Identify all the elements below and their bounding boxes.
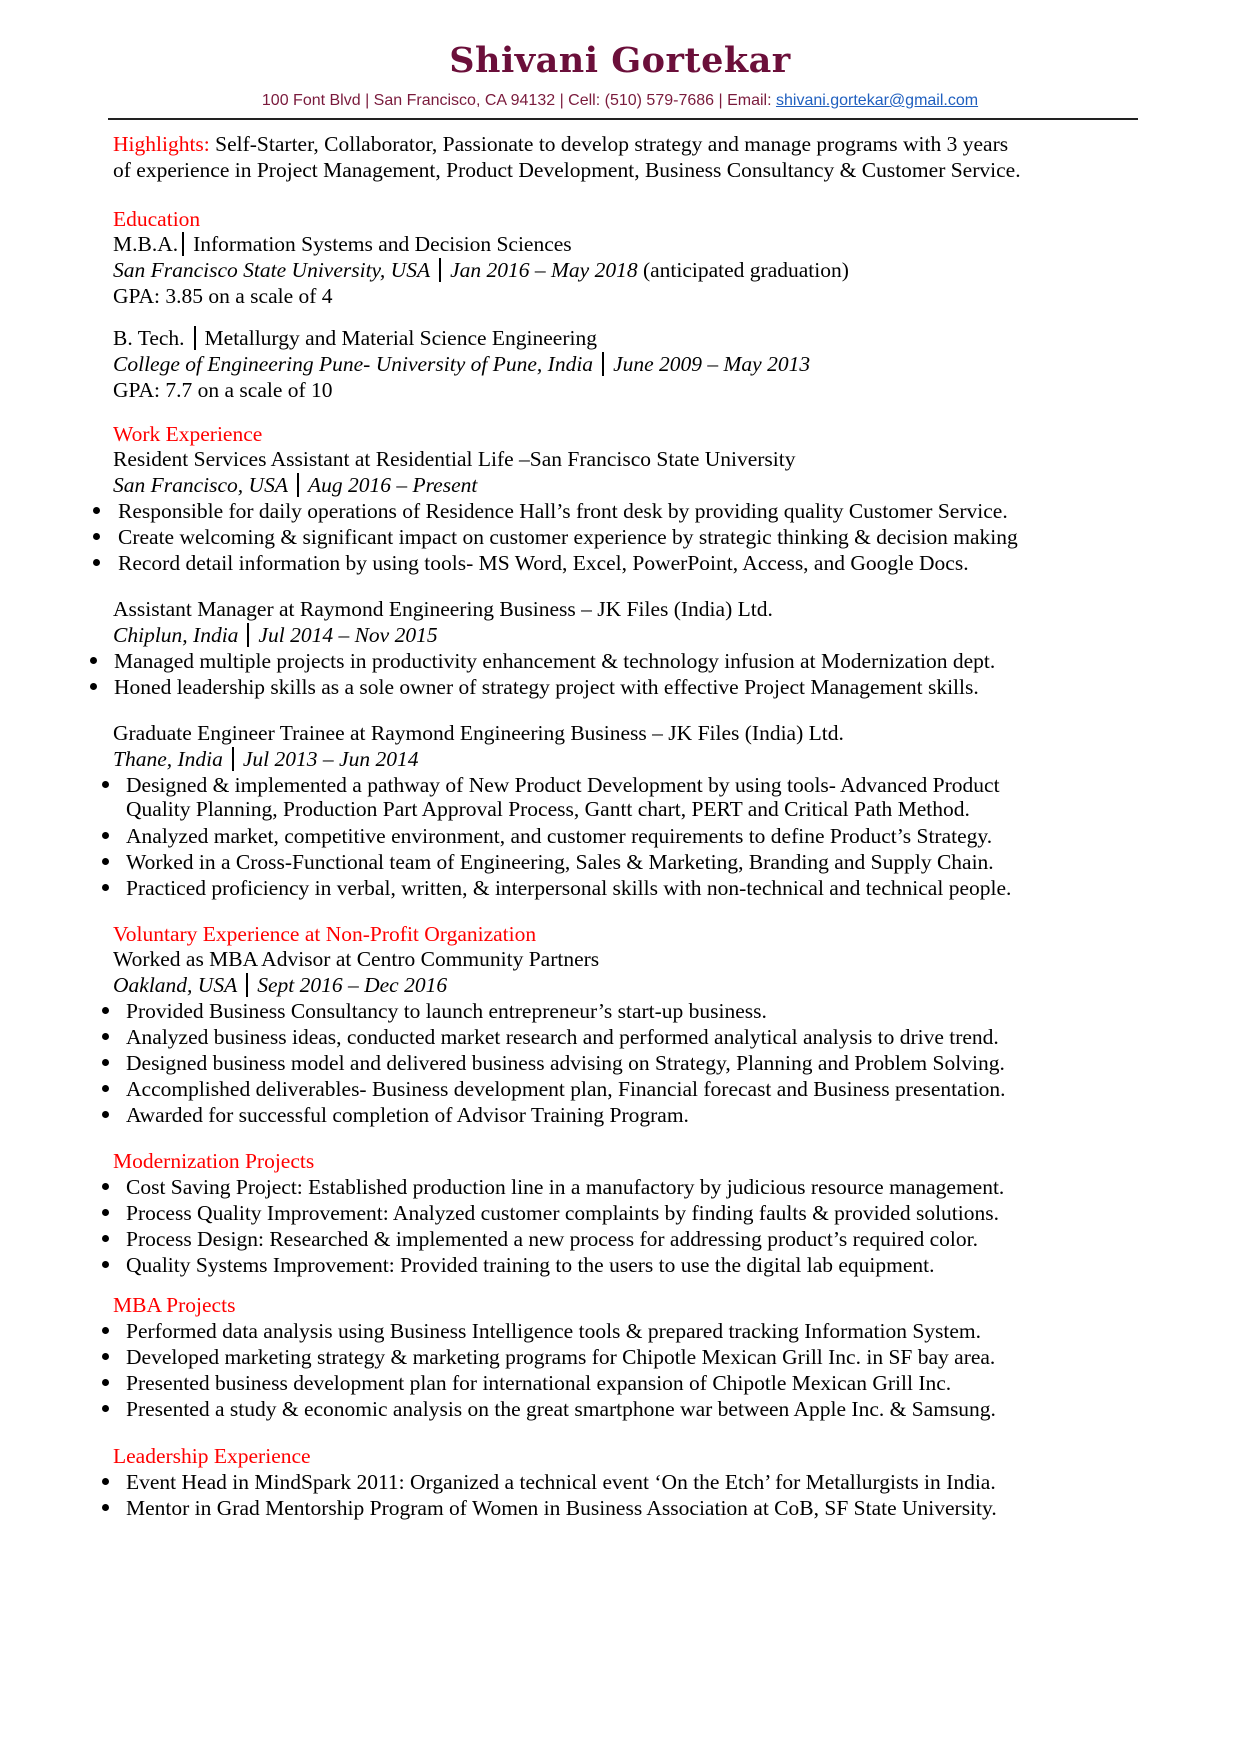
- list-item: Practiced proficiency in verbal, written, & interpersonal skills with non-technical and technical people.: [126, 876, 1012, 900]
- separator-bar: [602, 352, 604, 376]
- education-school-btech: [113, 351, 810, 377]
- school-name: College of Engineering Pune- University of Pune, India: [113, 352, 594, 376]
- degree-name: M.B.A.: [113, 232, 179, 256]
- list-item: Developed marketing strategy & marketing programs for Chipotle Mexican Grill Inc. in SF bay area.: [126, 1345, 996, 1369]
- bullet-icon: [93, 533, 100, 540]
- section-heading-leadership: Leadership Experience: [113, 1444, 311, 1468]
- section-heading-voluntary: Voluntary Experience at Non-Profit Organization: [113, 922, 537, 946]
- job-title: Resident Services Assistant at Residential Life –San Francisco State University: [113, 447, 796, 471]
- highlights-label: Highlights:: [113, 132, 210, 156]
- bullet-icon: [102, 781, 109, 788]
- bullet-icon: [102, 1261, 109, 1268]
- list-item: Analyzed business ideas, conducted market research and performed analytical analysis to drive trend.: [126, 1025, 999, 1049]
- list-item: Presented business development plan for international expansion of Chipotle Mexican Grill Inc.: [126, 1371, 952, 1395]
- degree-field: Metallurgy and Material Science Engineering: [204, 326, 597, 350]
- list-item: Cost Saving Project: Established production line in a manufactory by judicious resource management.: [126, 1175, 1005, 1199]
- bullet-icon: [93, 559, 100, 566]
- candidate-name: Shivani Gortekar: [449, 40, 791, 81]
- section-heading-education: Education: [113, 207, 201, 231]
- degree-name: B. Tech.: [113, 326, 185, 350]
- list-item: Designed & implemented a pathway of New Product Development by using tools- Advanced Product: [126, 773, 1000, 797]
- list-item: Analyzed market, competitive environment, and customer requirements to define Product’s Strategy.: [126, 824, 993, 848]
- bullet-icon: [102, 1405, 109, 1412]
- job-dates: Jul 2014 – Nov 2015: [258, 623, 438, 647]
- job-location: San Francisco, USA: [113, 473, 288, 497]
- list-item: Honed leadership skills as a sole owner of strategy project with effective Project Management skills.: [114, 675, 979, 699]
- degree-field: Information Systems and Decision Sciences: [193, 232, 572, 256]
- bullet-icon: [102, 1183, 109, 1190]
- bullet-icon: [102, 832, 109, 839]
- bullet-icon: [102, 1353, 109, 1360]
- bullet-icon: [102, 858, 109, 865]
- list-item: Presented a study & economic analysis on the great smartphone war between Apple Inc. & Samsung.: [126, 1397, 996, 1421]
- list-item: Designed business model and delivered business advising on Strategy, Planning and Problem Solving.: [126, 1051, 1005, 1075]
- education-dates: Jan 2016 – May 2018: [450, 258, 638, 282]
- job-title: Graduate Engineer Trainee at Raymond Engineering Business – JK Files (India) Ltd.: [113, 721, 844, 745]
- email-link[interactable]: shivani.gortekar@gmail.com: [775, 92, 979, 109]
- section-heading-work: Work Experience: [113, 422, 263, 446]
- job-location: Thane, India: [113, 747, 223, 771]
- job-location-dates: [113, 622, 438, 648]
- highlights-line-1: [113, 131, 1008, 157]
- section-heading-modernization: Modernization Projects: [113, 1149, 315, 1173]
- job-location: Chiplun, India: [113, 623, 239, 647]
- voluntary-location-dates: [113, 972, 447, 998]
- bullet-icon: [102, 1209, 109, 1216]
- bullet-icon: [93, 507, 100, 514]
- job-location-dates: [113, 472, 477, 498]
- list-item: Process Design: Researched & implemented a new process for addressing product’s required color.: [126, 1227, 978, 1251]
- job-dates: Aug 2016 – Present: [307, 473, 478, 497]
- header-divider: [108, 118, 1138, 120]
- separator-bar: [232, 747, 234, 771]
- highlights-line-2: of experience in Project Management, Product Development, Business Consultancy & Customer Service.: [113, 158, 1021, 182]
- list-item: Managed multiple projects in productivity enhancement & technology infusion at Modernization dept.: [114, 649, 996, 673]
- job-location-dates: [113, 746, 418, 772]
- education-degree-mba: [113, 231, 572, 257]
- contact-details: 100 Font Blvd | San Francisco, CA 94132 | Cell: (510) 579-7686 | Email:: [261, 92, 776, 109]
- list-item: Mentor in Grad Mentorship Program of Women in Business Association at CoB, SF State University.: [126, 1496, 997, 1520]
- education-note: (anticipated graduation): [637, 258, 849, 282]
- voluntary-dates: Sept 2016 – Dec 2016: [257, 973, 448, 997]
- list-item: Performed data analysis using Business Intelligence tools & prepared tracking Information System.: [126, 1319, 982, 1343]
- bullet-icon: [102, 1033, 109, 1040]
- bullet-icon: [102, 1007, 109, 1014]
- separator-bar: [439, 258, 441, 282]
- education-dates: June 2009 – May 2013: [613, 352, 811, 376]
- job-title: Assistant Manager at Raymond Engineering Business – JK Files (India) Ltd.: [113, 597, 773, 621]
- school-name: San Francisco State University, USA: [113, 258, 431, 282]
- bullet-icon: [102, 1379, 109, 1386]
- bullet-icon: [90, 657, 97, 664]
- education-school-mba: [113, 257, 849, 283]
- list-item: Accomplished deliverables- Business development plan, Financial forecast and Business presentation.: [126, 1077, 1006, 1101]
- list-item: Process Quality Improvement: Analyzed customer complaints by finding faults & provided solutions.: [126, 1201, 999, 1225]
- separator-bar: [246, 973, 248, 997]
- bullet-icon: [102, 1111, 109, 1118]
- list-item: Awarded for successful completion of Advisor Training Program.: [126, 1103, 689, 1127]
- list-item: Create welcoming & significant impact on customer experience by strategic thinking & decision making: [118, 525, 1018, 549]
- separator-bar: [247, 623, 249, 647]
- separator-bar: [194, 326, 196, 350]
- list-item: Provided Business Consultancy to launch entrepreneur’s start-up business.: [126, 999, 767, 1023]
- highlights-text: Self-Starter, Collaborator, Passionate to develop strategy and manage programs with 3 years: [209, 132, 1009, 156]
- bullet-icon: [102, 1504, 109, 1511]
- bullet-icon: [102, 1085, 109, 1092]
- education-degree-btech: [113, 325, 597, 351]
- list-item: Worked in a Cross-Functional team of Engineering, Sales & Marketing, Branding and Supply Chain.: [126, 850, 994, 874]
- list-item: Quality Systems Improvement: Provided training to the users to use the digital lab equipment.: [126, 1253, 935, 1277]
- section-heading-mba-projects: MBA Projects: [113, 1293, 236, 1317]
- separator-bar: [297, 473, 299, 497]
- list-item: Responsible for daily operations of Residence Hall’s front desk by providing quality Customer Service.: [118, 499, 1008, 523]
- bullet-icon: [90, 683, 97, 690]
- separator-bar: [182, 232, 184, 256]
- voluntary-location: Oakland, USA: [113, 973, 238, 997]
- list-item-continuation: Quality Planning, Production Part Approval Process, Gantt chart, PERT and Critical Path Method.: [126, 797, 970, 821]
- education-gpa-btech: GPA: 7.7 on a scale of 10: [113, 378, 333, 402]
- bullet-icon: [102, 1478, 109, 1485]
- bullet-icon: [102, 1327, 109, 1334]
- job-dates: Jul 2013 – Jun 2014: [242, 747, 419, 771]
- voluntary-title: Worked as MBA Advisor at Centro Community Partners: [113, 947, 600, 971]
- list-item: Event Head in MindSpark 2011: Organized a technical event ‘On the Etch’ for Metallurgists in India.: [126, 1470, 996, 1494]
- bullet-icon: [102, 1235, 109, 1242]
- contact-line: [0, 92, 1240, 110]
- education-gpa-mba: GPA: 3.85 on a scale of 4: [113, 284, 333, 308]
- bullet-icon: [102, 884, 109, 891]
- bullet-icon: [102, 1059, 109, 1066]
- list-item: Record detail information by using tools- MS Word, Excel, PowerPoint, Access, and Google Docs.: [118, 551, 969, 575]
